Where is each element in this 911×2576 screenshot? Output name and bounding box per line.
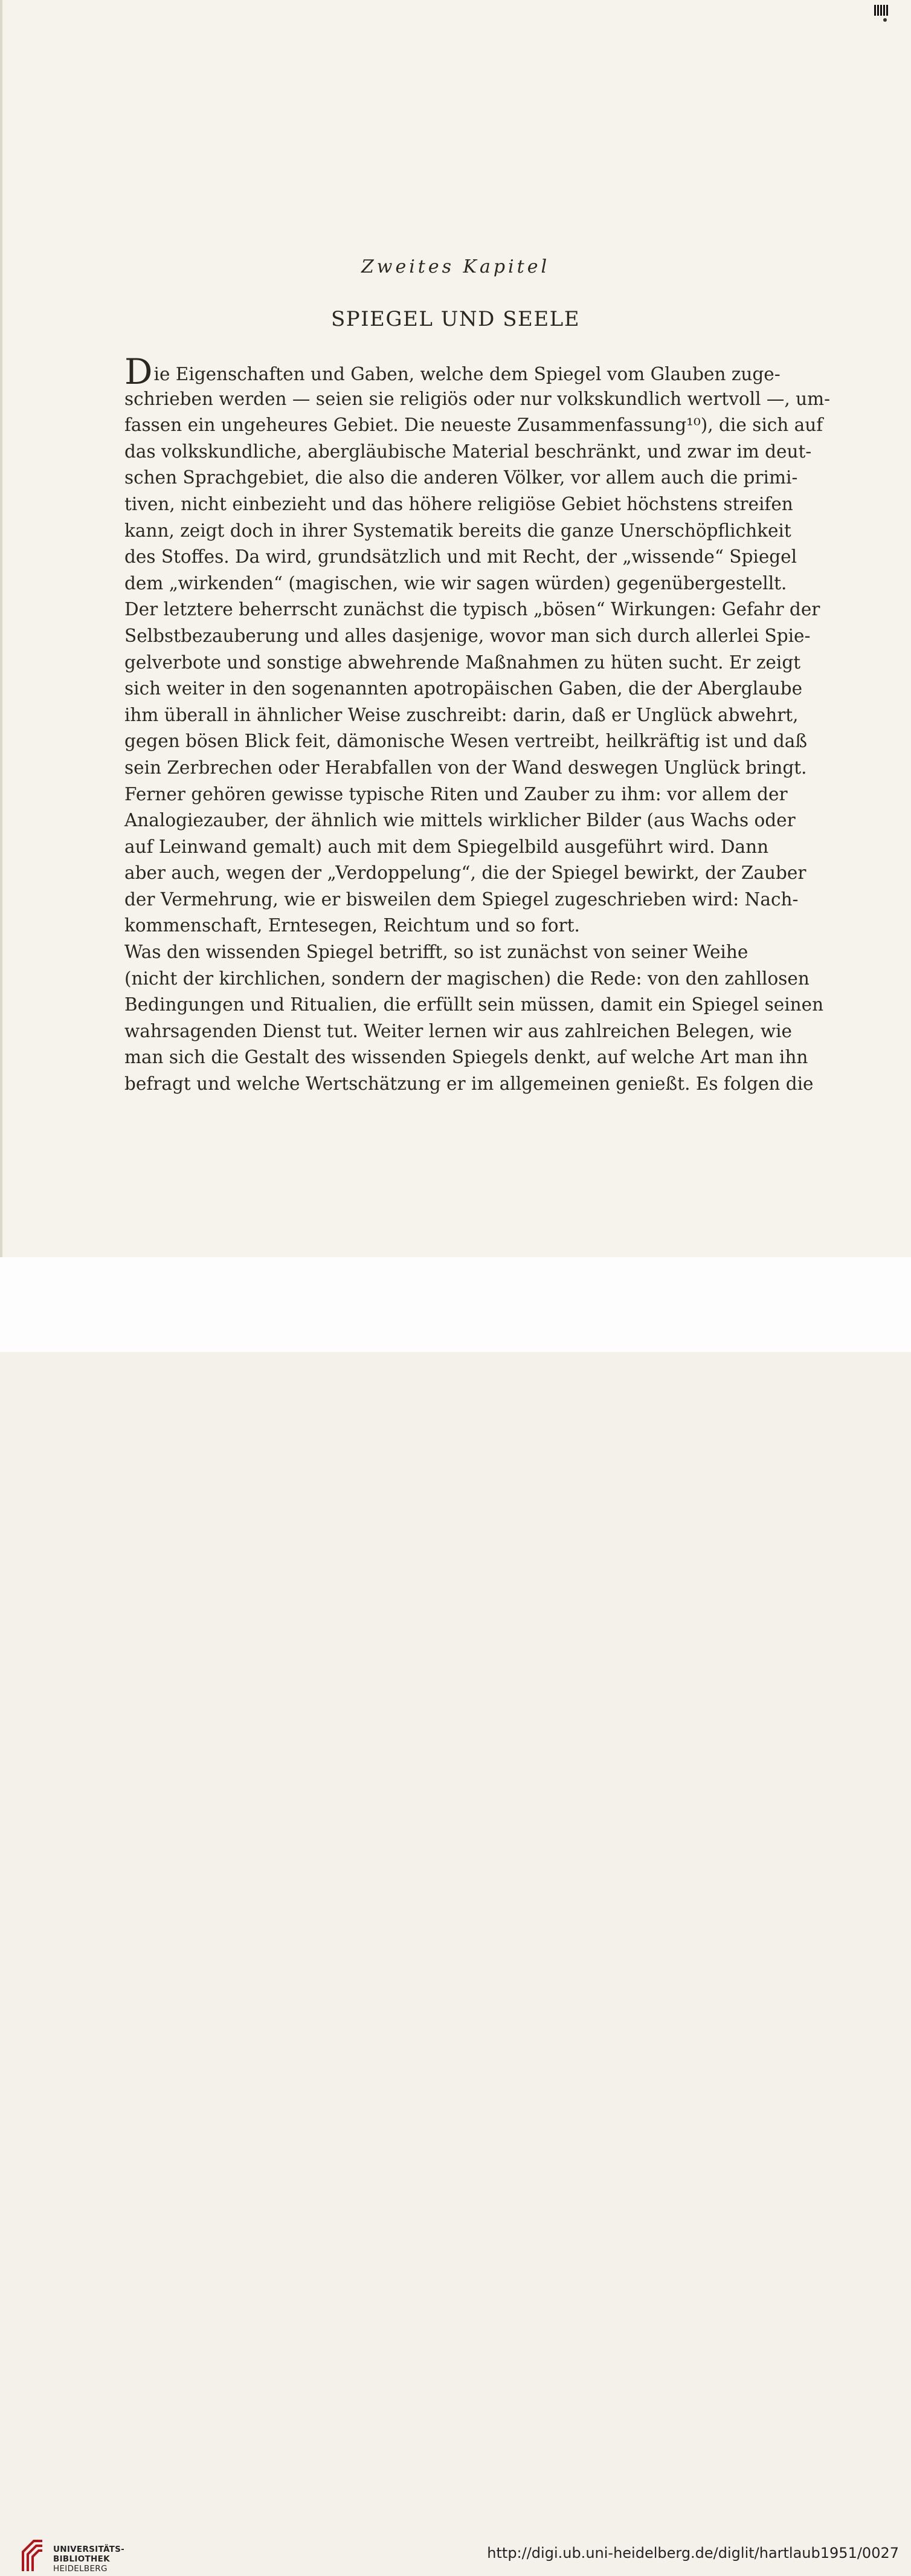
source-url-link[interactable]: http://digi.ub.uni-heidelberg.de/diglit/hartlaub1951/0027 — [487, 2545, 899, 2561]
text-line: befragt und welche Wertschätzung er im allgemeinen genießt. Es folgen die — [124, 1073, 814, 1095]
scan-dot — [883, 18, 887, 22]
text-line: gelverbote und sonstige abwehrende Maßnahmen zu hüten sucht. Er zeigt — [124, 652, 801, 673]
text-line: man sich die Gestalt des wissenden Spiegels denkt, auf welche Art man ihn — [124, 1047, 808, 1068]
text-line: schrieben werden — seien sie religiös oder nur volkskundlich wertvoll —, um- — [124, 388, 831, 409]
text-line: der Vermehrung, wie er bisweilen dem Spiegel zugeschrieben wird: Nach- — [124, 888, 799, 910]
body-text — [124, 351, 831, 1098]
scanned-page — [0, 0, 911, 1257]
viewer-footer — [0, 1257, 911, 2574]
scan-edge — [0, 0, 2, 1257]
text-line: Die Eigenschaften und Gaben, welche dem Spiegel vom Glauben zuge- — [124, 351, 781, 392]
library-logo-icon — [18, 2534, 46, 2576]
text-line: des Stoffes. Da wird, grundsätzlich und mit Recht, der „wissende“ Spiegel — [124, 546, 797, 568]
scan-calibration-bars — [874, 5, 889, 16]
text-line: dem „wirkenden“ (magischen, wie wir sagen würden) gegenübergestellt. — [124, 572, 787, 594]
text-line: sein Zerbrechen oder Herabfallen von der Wand deswegen Unglück bringt. — [124, 757, 807, 778]
text-line: Was den wissenden Spiegel betrifft, so ist zunächst von seiner Weihe — [124, 942, 748, 963]
chapter-label: Zweites Kapitel — [361, 256, 550, 277]
text-line: aber auch, wegen der „Verdoppelung“, die der Spiegel bewirkt, der Zauber — [124, 862, 806, 884]
text-line: das volkskundliche, abergläubische Material beschränkt, und zwar im deut- — [124, 441, 812, 462]
text-line: sich weiter in den sogenannten apotropäischen Gaben, die der Aberglaube — [124, 678, 803, 699]
text-line: fassen ein ungeheures Gebiet. Die neueste Zusammenfassung¹⁰), die sich auf — [124, 415, 823, 436]
text-line: Der letztere beherrscht zunächst die typisch „bösen“ Wirkungen: Gefahr der — [124, 599, 820, 620]
text-line: schen Sprachgebiet, die also die anderen Völker, vor allem auch die primi- — [124, 467, 798, 488]
text-line: ihm überall in ähnlicher Weise zuschreibt: darin, daß er Unglück abwehrt, — [124, 704, 799, 725]
text-line: wahrsagenden Dienst tut. Weiter lernen wir aus zahlreichen Belegen, wie — [124, 1020, 792, 1041]
text-line: tiven, nicht einbezieht und das höhere religiöse Gebiet höchstens streifen — [124, 493, 793, 514]
text-line: kommenschaft, Erntesegen, Reichtum und so fort. — [124, 915, 580, 936]
text-line: gegen bösen Blick feit, dämonische Wesen vertreibt, heilkräftig ist und daß — [124, 731, 808, 752]
text-line: Bedingungen und Ritualien, die erfüllt sein müssen, damit ein Spiegel seinen — [124, 994, 824, 1015]
text-line: Selbstbezauberung und alles dasjenige, wovor man sich durch allerlei Spie- — [124, 625, 811, 646]
text-line: Ferner gehören gewisse typische Riten und Zauber zu ihm: vor allem der — [124, 783, 788, 804]
text-line: auf Leinwand gemalt) auch mit dem Spiegelbild ausgeführt wird. Dann — [124, 836, 769, 857]
text-line: Analogiezauber, der ähnlich wie mittels wirklicher Bilder (aus Wachs oder — [124, 810, 796, 831]
library-name: UNIVERSITÄTS- BIBLIOTHEK HEIDELBERG — [53, 2545, 125, 2574]
chapter-title: SPIEGEL UND SEELE — [330, 307, 581, 331]
text-line: (nicht der kirchlichen, sondern der magischen) die Rede: von den zahllosen — [124, 968, 810, 989]
drop-cap: D — [124, 351, 153, 392]
text-line: kann, zeigt doch in ihrer Systematik bereits die ganze Unerschöpflichkeit — [124, 520, 791, 541]
